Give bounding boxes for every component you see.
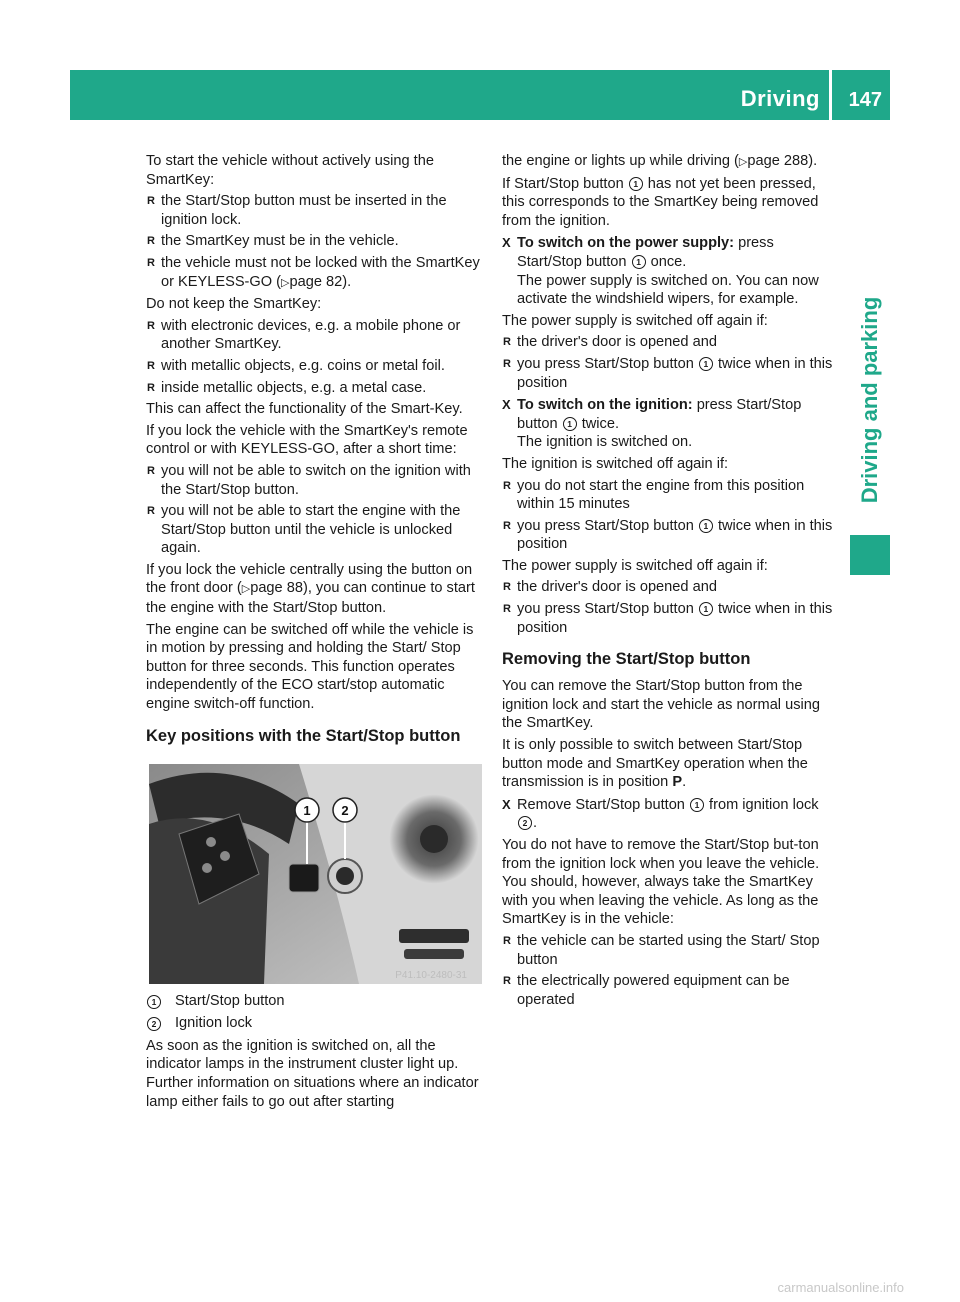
bullet-icon: R — [147, 195, 155, 208]
page-ref-link[interactable]: page 288). — [747, 153, 818, 169]
page-ref-arrow-icon: ▷ — [241, 583, 251, 596]
callout-number: 1 — [699, 519, 713, 533]
bullet-icon: R — [503, 603, 511, 616]
paragraph: Do not keep the SmartKey: — [146, 296, 322, 313]
list-item: R with metallic objects, e.g. coins or metal foil. — [147, 357, 445, 374]
legend-item: 1 Start/Stop button — [146, 992, 482, 1011]
paragraph: To start the vehicle without actively using the SmartKey: — [146, 153, 434, 188]
list-item: R the vehicle can be started using the Start/ Stop button — [503, 932, 820, 968]
paragraph: It is only possible to switch between Start/Stop button mode and SmartKey operation when the transmission is in position P. — [502, 737, 808, 791]
paragraph: You do not have to remove the Start/Stop but-ton from the ignition lock when you leave the vehicle. You should, however, always take the SmartKey with you when leaving the vehicle. As long as the SmartKey is in the vehicle: — [502, 837, 820, 928]
instruction-step: X Remove Start/Stop button 1 from ignition lock 2 . — [502, 796, 819, 832]
list-item: R you will not be able to switch on the ignition with the Start/Stop button. — [147, 462, 471, 498]
list-item: R the vehicle must not be locked with the SmartKey or KEYLESS-GO (▷page 82). — [147, 254, 480, 290]
callout-number: 1 — [632, 255, 646, 269]
bullet-icon: R — [503, 336, 511, 349]
bullet-icon: R — [147, 464, 155, 477]
paragraph: As soon as the ignition is switched on, all the indicator lamps in the instrument cluster light up. Further information on situations where an indicator lamp either fails to go out after starting — [146, 1037, 479, 1110]
page-ref-arrow-icon: ▷ — [738, 156, 748, 168]
section-heading: Removing the Start/Stop button — [502, 650, 751, 669]
instruction-step: X To switch on the power supply: press Start/Stop button 1 once. The power supply is switched on. You can now activate the windshield wipers, for example. — [502, 235, 819, 308]
bullet-icon: R — [147, 235, 155, 248]
section-heading: Key positions with the Start/Stop button — [146, 726, 461, 745]
paragraph: This can affect the functionality of the Smart-Key. — [146, 401, 463, 418]
start-stop-button-photo — [149, 764, 482, 984]
list-item: R the driver's door is opened and — [503, 334, 717, 351]
callout-number: 1 — [629, 177, 643, 191]
list-item: R you will not be able to start the engine with the Start/Stop button until the vehicle is unlocked again. — [147, 503, 461, 557]
list-item: R inside metallic objects, e.g. a metal case. — [147, 379, 427, 396]
bullet-icon: R — [147, 505, 155, 518]
legend-item: 2 Ignition lock — [146, 1014, 482, 1033]
callout-number: 2 — [518, 816, 532, 830]
chapter-marker — [850, 535, 890, 575]
bullet-icon: R — [503, 479, 511, 492]
list-item: R the electrically powered equipment can be operated — [503, 973, 790, 1008]
right-column — [502, 152, 836, 1012]
step-arrow-icon: X — [502, 796, 511, 812]
bullet-icon: R — [503, 519, 511, 532]
chapter-tab-label: Driving and parking — [857, 296, 882, 504]
header-bar — [70, 70, 890, 120]
callout-1-label: 1 — [303, 802, 311, 818]
paragraph: the engine or lights up while driving (▷page 288). — [502, 153, 818, 169]
list-item: R you press Start/Stop button 1 twice when in this position — [503, 517, 833, 553]
left-column — [146, 152, 482, 1114]
list-item: R the driver's door is opened and — [503, 579, 717, 596]
dashboard-illustration — [149, 764, 482, 984]
paragraph: The power supply is switched off again if: — [502, 557, 768, 574]
list-item: R you press Start/Stop button 1 twice when in this position — [503, 601, 833, 636]
callout-number: 1 — [699, 602, 713, 616]
list-item: R the SmartKey must be in the vehicle. — [147, 233, 399, 250]
paragraph: The ignition is switched off again if: — [502, 455, 729, 472]
list-item: R you press Start/Stop button 1 twice when in this position — [503, 355, 833, 391]
list-item: R you do not start the engine from this position within 15 minutes — [503, 477, 805, 513]
callout-number: 1 — [147, 995, 161, 1009]
callout-number: 1 — [699, 357, 713, 371]
bullet-icon: R — [147, 381, 155, 394]
list-item: R the Start/Stop button must be inserted in the ignition lock. — [147, 193, 447, 228]
step-result: The ignition is switched on. — [517, 434, 693, 451]
callout-number: 1 — [563, 417, 577, 431]
bullet-icon: R — [147, 359, 155, 372]
instruction-step: X To switch on the ignition: press Start/Stop button 1 twice. The ignition is switched on. — [502, 397, 802, 451]
step-result: The power supply is switched on. You can now activate the windshield wipers, for example. — [517, 272, 819, 308]
bullet-icon: R — [503, 975, 511, 988]
bullet-icon: R — [147, 256, 155, 269]
callout-number: 1 — [690, 798, 704, 812]
page-ref-link[interactable]: page 82). — [289, 273, 352, 290]
bullet-icon: R — [503, 934, 511, 947]
photo-code: P41.10-2480-31 — [395, 969, 467, 981]
page-ref-link[interactable]: page 88), you can continue to start the engine with the Start/Stop button. — [146, 580, 475, 617]
paragraph: You can remove the Start/Stop button from the ignition lock and start the vehicle as normal using the SmartKey. — [502, 678, 820, 732]
bullet-icon: R — [503, 357, 511, 370]
chapter-tab — [850, 296, 890, 504]
paragraph: The engine can be switched off while the vehicle is in motion by pressing and holding the Start/ Stop button for three seconds. This function operates independently of the ECO start/stop automatic engine switch-off function. — [146, 621, 474, 713]
paragraph: If you lock the vehicle with the SmartKey's remote control or with KEYLESS-GO, after a short time: — [146, 422, 468, 458]
bullet-icon: R — [503, 581, 511, 594]
callout-2-label: 2 — [341, 802, 349, 818]
page-number: 147 — [848, 89, 882, 111]
paragraph: The power supply is switched off again if: — [502, 312, 768, 329]
paragraph: If Start/Stop button 1 has not yet been pressed, this corresponds to the SmartKey being removed from the ignition. — [502, 175, 819, 229]
page-ref-arrow-icon: ▷ — [281, 276, 290, 289]
section-title: Driving — [740, 86, 820, 111]
header-divider — [829, 70, 832, 120]
step-arrow-icon: X — [502, 235, 511, 251]
paragraph: If you lock the vehicle centrally using the button on the front door (▷page 88), you can continue to start the engine with the Start/Stop button. — [146, 561, 475, 617]
bullet-icon: R — [147, 319, 155, 332]
step-arrow-icon: X — [502, 397, 511, 413]
watermark-footer: carmanualsonline.info — [777, 1280, 904, 1295]
list-item: R with electronic devices, e.g. a mobile phone or another SmartKey. — [147, 317, 461, 353]
callout-number: 2 — [147, 1017, 161, 1031]
